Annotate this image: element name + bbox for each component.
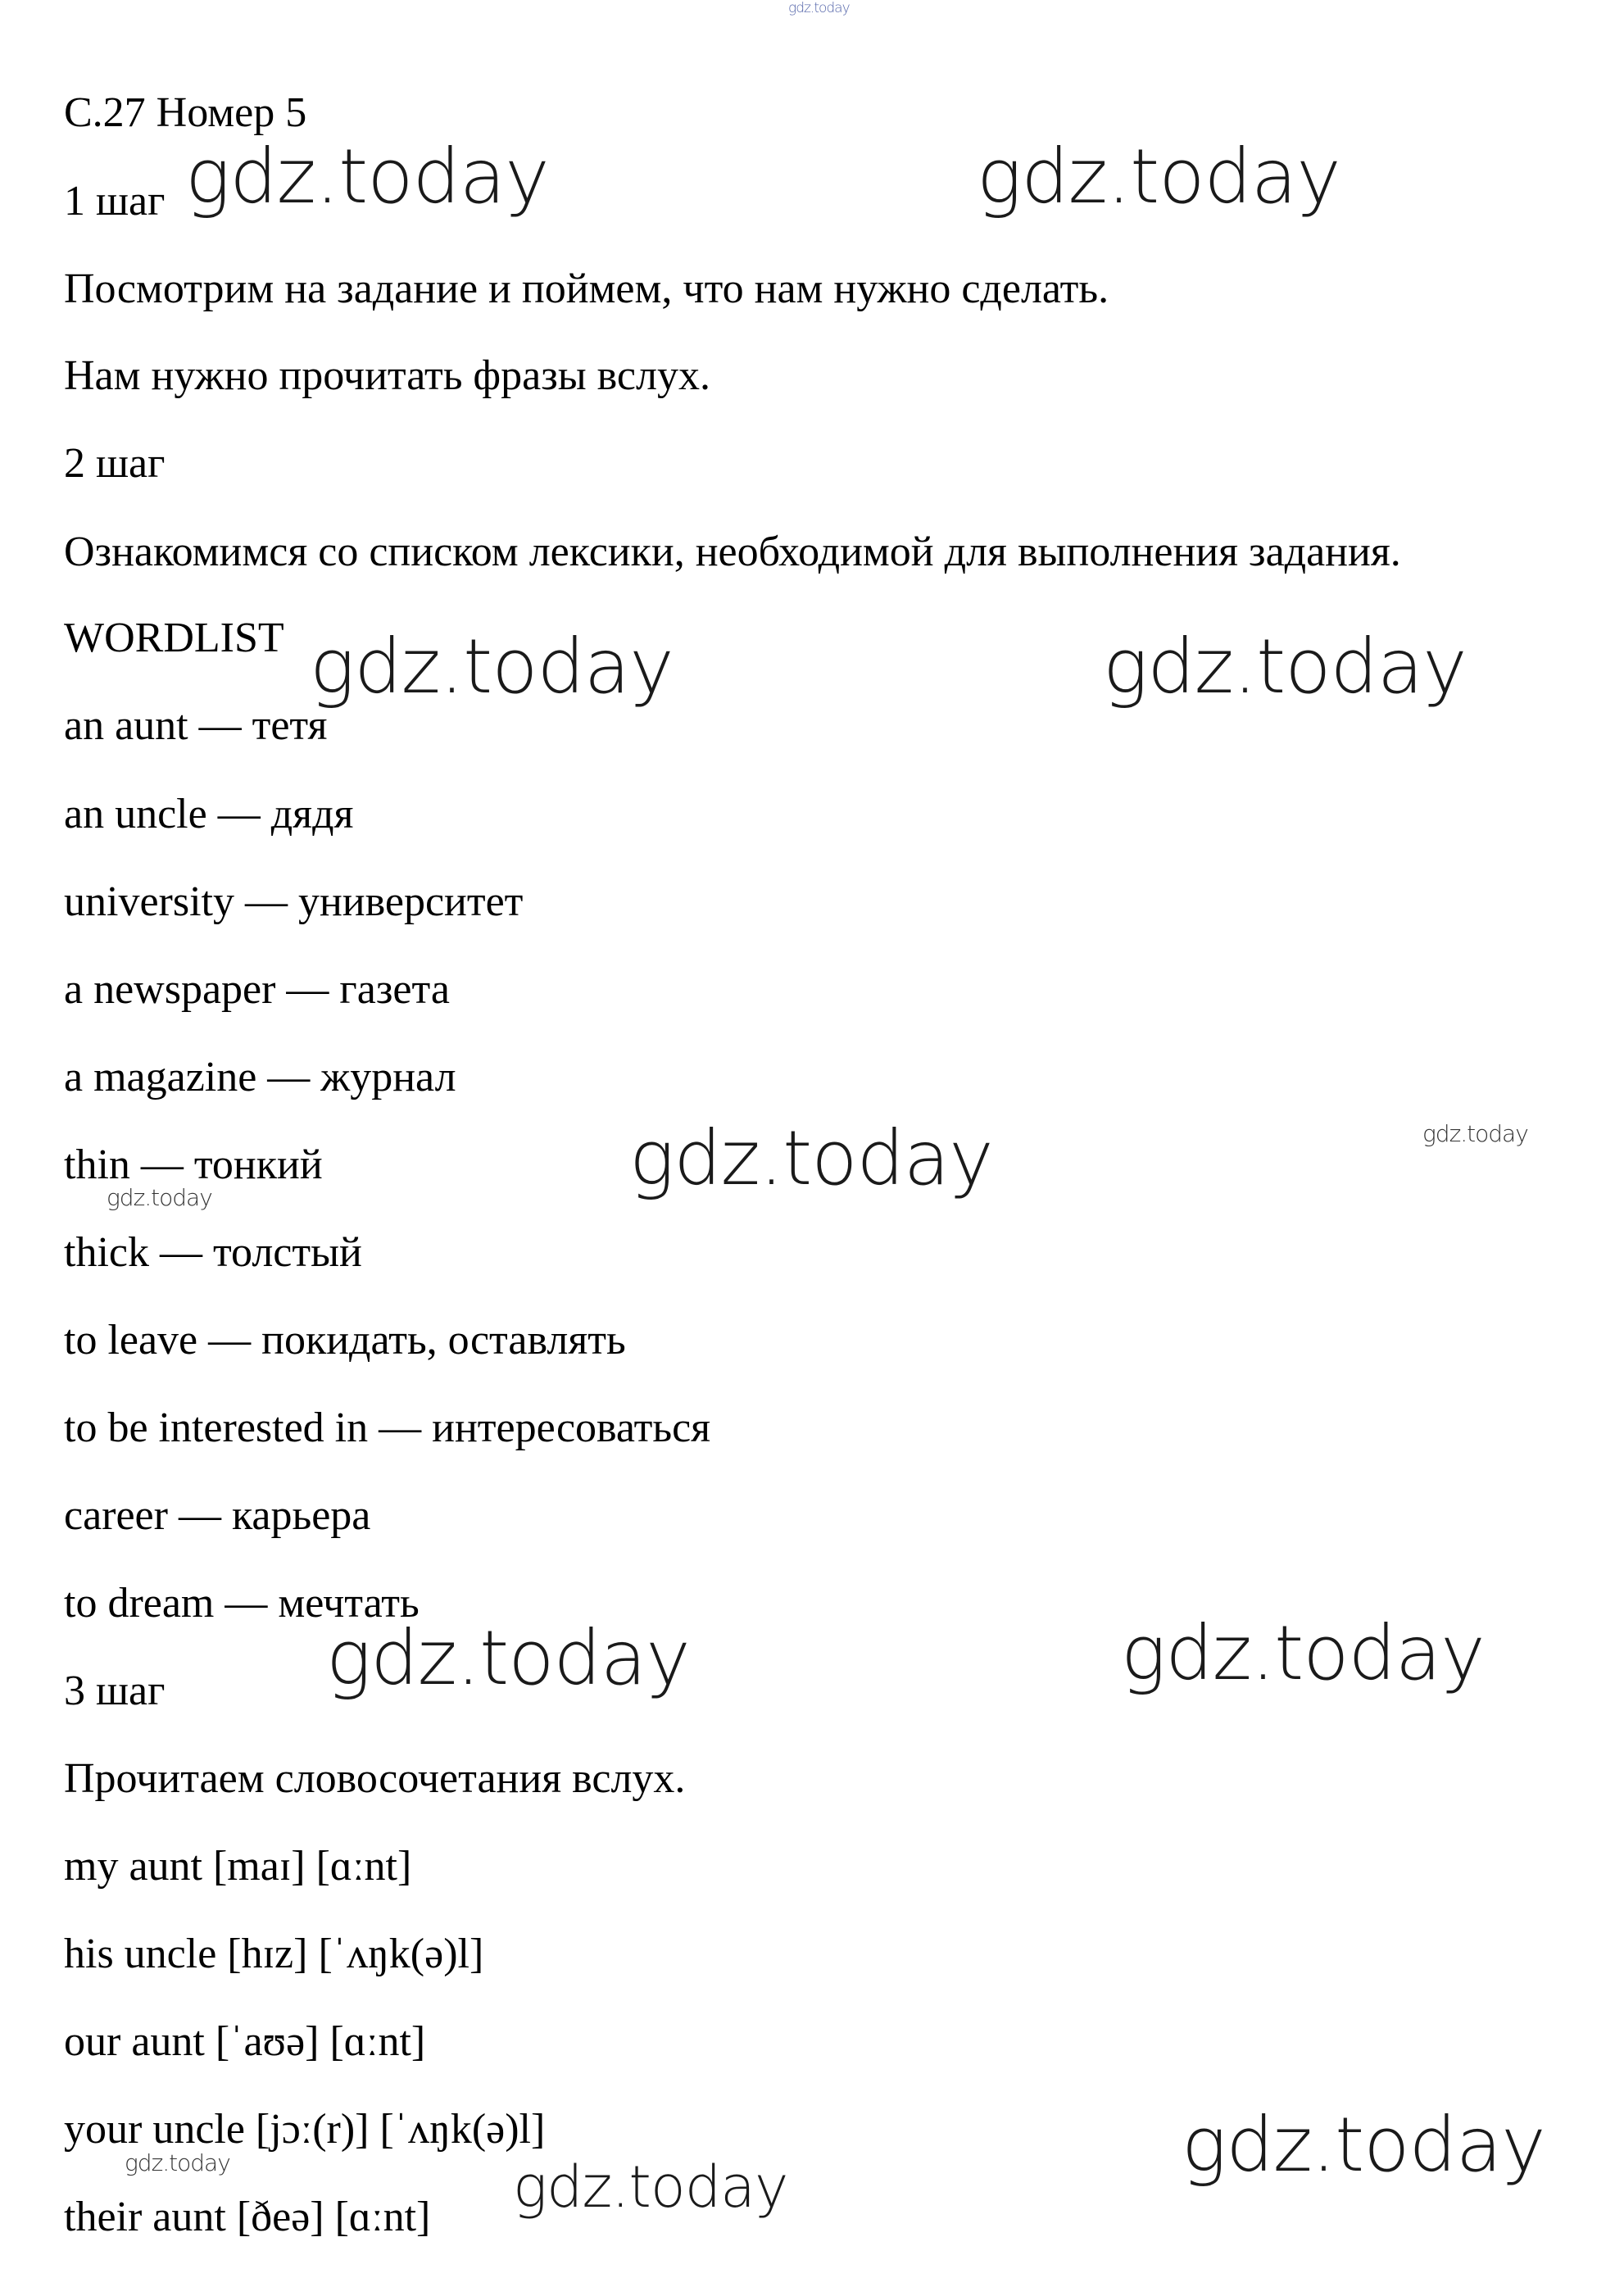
watermark: gdz.today: [310, 623, 674, 710]
wordlist-item: to leave — покидать, оставлять: [64, 1317, 626, 1364]
step-1-heading: 1 шаг: [64, 178, 166, 225]
wordlist-item: to be interested in — интересоваться: [64, 1404, 711, 1451]
phrase-item: their aunt [ðeə] [ɑːnt]: [64, 2194, 431, 2240]
watermark: gdz.today: [788, 0, 850, 16]
wordlist-item: career — карьера: [64, 1492, 371, 1539]
watermark: gdz.today: [1121, 1609, 1485, 1697]
watermark: gdz.today: [326, 1614, 690, 1702]
watermark: gdz.today: [1103, 623, 1467, 710]
page-title: С.27 Номер 5: [64, 89, 307, 136]
phrase-item: your uncle [jɔː(r)] [ˈʌŋk(ə)l]: [64, 2106, 546, 2153]
wordlist-title: WORDLIST: [64, 615, 284, 661]
step-1-text-1: Посмотрим на задание и поймем, что нам нужно сделать.: [64, 265, 1109, 312]
step-3-heading: 3 шаг: [64, 1668, 166, 1714]
watermark: gdz.today: [185, 133, 549, 220]
step-2-text: Ознакомимся со списком лексики, необходимой для выполнения задания.: [64, 529, 1401, 575]
watermark: gdz.today: [125, 2149, 230, 2176]
watermark: gdz.today: [107, 1184, 212, 1211]
wordlist-item: university — университет: [64, 878, 524, 925]
watermark: gdz.today: [1182, 2101, 1545, 2189]
step-1-text-2: Нам нужно прочитать фразы вслух.: [64, 352, 710, 399]
wordlist-item: an aunt — тетя: [64, 702, 328, 749]
watermark: gdz.today: [629, 1114, 993, 1202]
wordlist-item: a magazine — журнал: [64, 1054, 456, 1100]
wordlist-item: an uncle — дядя: [64, 791, 354, 837]
phrase-item: his uncle [hɪz] [ˈʌŋk(ə)l]: [64, 1931, 484, 1977]
wordlist-item: a newspaper — газета: [64, 966, 450, 1013]
watermark: gdz.today: [1422, 1120, 1528, 1147]
phrase-item: my aunt [maɪ] [ɑːnt]: [64, 1843, 412, 1890]
wordlist-item: thick — толстый: [64, 1229, 362, 1276]
step-3-text: Прочитаем словосочетания вслух.: [64, 1755, 686, 1802]
step-2-heading: 2 шаг: [64, 440, 166, 487]
wordlist-item: to dream — мечтать: [64, 1580, 420, 1627]
watermark: gdz.today: [977, 133, 1340, 220]
phrase-item: our aunt [ˈaʊə] [ɑːnt]: [64, 2018, 426, 2065]
watermark: gdz.today: [513, 2153, 788, 2221]
wordlist-item: thin — тонкий: [64, 1141, 323, 1188]
